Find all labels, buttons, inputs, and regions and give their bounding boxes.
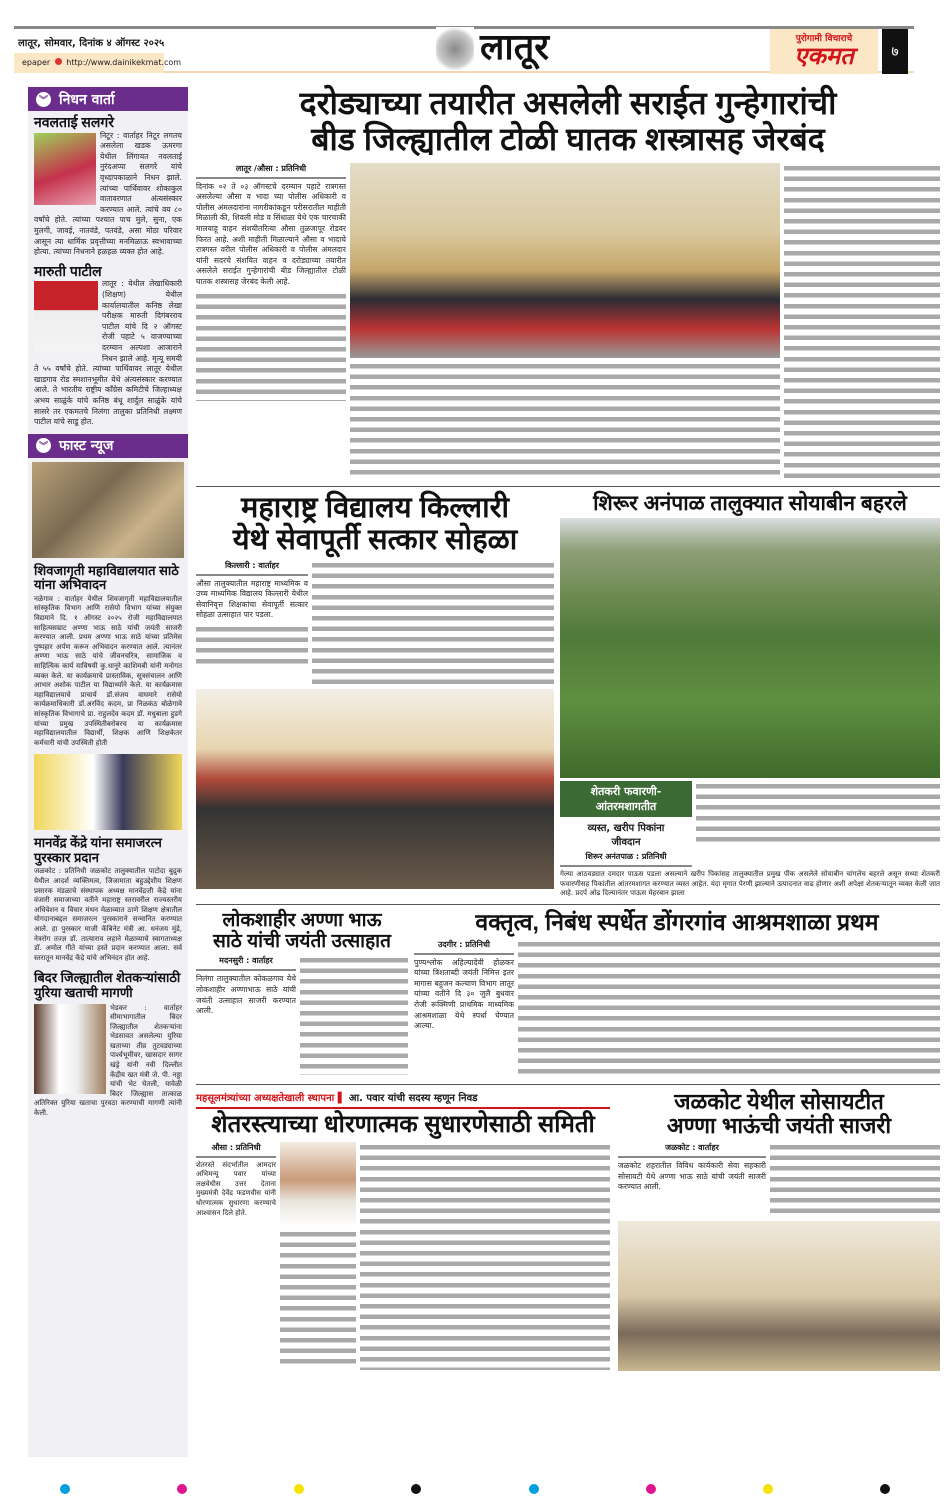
article-text: औसा तालुक्यातील महाराष्ट्र माध्यमिक व उच्च माध्यमिक विद्यालय किल्लारी येथील सेवानिवृत्त शिक्षकांचा सेवापूर्ती सत्कार सोहळा उत्साहात पार पडला. [196, 578, 308, 620]
story7-photo [618, 1221, 940, 1371]
article-text: निलंगा तालुक्यातील कोकळगाव येथे लोकशाहीर अण्णाभाऊ साठे यांची जयंती उत्साहात साजरी करण्यात आली. [196, 974, 296, 1016]
lead-story [196, 163, 940, 481]
obituary-name: नवलताई सलगरे [34, 114, 114, 130]
registration-dot-icon [60, 1484, 70, 1494]
article-body-right [784, 163, 940, 481]
caption-box [560, 781, 692, 817]
story7-article [618, 1142, 766, 1193]
byline: औसा : प्रतिनिधी [196, 1142, 276, 1158]
news-title: बिदर जिल्ह्यातील शेतकऱ्यांसाठी युरिया खताची मागणी [34, 970, 181, 1000]
divider [196, 904, 940, 905]
fast-news-2 [28, 834, 188, 965]
registration-dot-icon [880, 1484, 890, 1494]
caption-line: शेतकरी फवारणी- [590, 785, 662, 799]
epaper-label: epaper [22, 58, 51, 67]
article-text: पुण्यश्लोक अहिल्यादेवी होळकर यांच्या त्रिशताब्दी जयंती निमित्त इतर मागास बहुजन कल्याण विभाग लातूर यांच्या वतीने दि ३० जुलै बुधवार रोजी रूक्मिणी प्राथमिक माध्यमिक आश्रमशाळा येथे स्पर्धा घेण्यात आल्या. [414, 957, 514, 1031]
story3-body [560, 781, 940, 867]
byline: शिरूर अनंतपाळ : प्रतिनिधी [560, 851, 692, 867]
kicker-black: आ. पवार यांची सदस्य म्हणून निवड [348, 1092, 478, 1104]
story2 [196, 492, 554, 889]
story6 [196, 1090, 610, 1370]
city-emblem-icon [436, 27, 474, 71]
article-body-columns [770, 1142, 940, 1218]
story3 [560, 492, 940, 899]
divider [196, 486, 940, 487]
headline-line: लोकशाहीर अण्णा भाऊ [222, 909, 382, 931]
story7-headline [618, 1090, 940, 1139]
story5-body [414, 939, 940, 1079]
article-text: शेतरस्ते संदर्भातील आमदार अभिमन्यू पवार यांच्या लक्षवेधीस उत्तर देताना मुख्यमंत्री देवेंद्र फडणवीस यांनी धोरणात्मक सुधारणा करण्याचे आश्वासन दिले होते. [196, 1160, 276, 1217]
brand-tagline: पुरोगामी विचाराचे [795, 34, 853, 44]
website-link[interactable]: http://www.dainikekmat.com [66, 58, 182, 67]
byline: मदनसुरी : वार्ताहर [196, 955, 296, 971]
chevron-down-icon: ︾ [36, 92, 51, 107]
section-title: निधन वार्ता [59, 91, 115, 108]
article-body-columns [280, 1229, 356, 1369]
byline: जळकोट : वार्ताहर [618, 1142, 766, 1158]
photo-caption [560, 781, 692, 867]
news-photo [34, 754, 182, 830]
headline-line: दरोड्याच्या तयारीत असलेली सराईत गुन्हेगारांची [299, 85, 837, 121]
story2-photo [196, 689, 554, 889]
portrait-photo [280, 1142, 356, 1226]
row-3 [196, 910, 940, 1079]
obituary-text: लातूर : येथील लेखाधिकारी (शिक्षण) येथील कार्यालयातील कनिष्ठ लेखा परीक्षक मारुती दिगंबरराव पाटील यांचे दि २ ऑगस्ट रोजी पहाटे ५ वाजण्याच्या दरम्यान अल्पशा आजाराने निधन झाले आहे. मृत्यू समयी ते ५५ वर्षांचे होते. त्यांच्या पार्थिवावर लातूर येथील खाडगाव रोड स्मशानभूमीत येथे अंत्यसंस्कार करण्यात आले. ते भारतीय राष्ट्रीय कॉंग्रेस कमिटीचे जिल्हाध्यक्ष अभय साळुंके यांचे कनिष्ठ बंधू शार्दुल साळुंके यांचे सासरे तर एकमतचे निलंगा तालुका प्रतिनिधी लक्ष्मण पाटील यांचे साडू होत. [34, 279, 182, 427]
headline-line: बीड जिल्ह्यातील टोळी घातक शस्त्रासह जेरबंद [311, 120, 825, 157]
story4 [196, 910, 408, 1076]
page-number: ७ [882, 29, 908, 74]
article-body [196, 291, 346, 401]
story5-article [414, 939, 514, 1032]
story7 [618, 1090, 940, 1371]
news-text: जळकोट : प्रतिनिधी जळकोट तालुक्यातील पाटोदा बुद्रुक येथील आदर्श व्यक्तिमत्व, जिजामाता बहुउद्देशीय शिक्षण प्रसारक मंडळाचे संस्थापक अध्यक्ष मानवेंद्रजी केंद्रे यांना वंजारी समाजाच्या वतीने महाराष्ट्र स्तरावरील राज्यस्तरीय अधिवेशन व विचार मंथन मेळाव्यात ठाणे शिक्षण क्षेत्रातील योगदानाबद्दल समाजरत्न पुरस्काराने सन्मानित करण्यात आले. हा पुरस्कार माजी कॅबिनेट मंत्री आ. धनंजय मुंडे, नेत्ररोग तज्ज्ञ डॉ. तात्याराव लहाने मेळाव्याचे स्वागताध्यक्ष डॉ. अमोल गीते यांच्या हस्ते प्रदान करण्यात आला. सर्व स्तरातून मानवेंद्र केंद्रे यांचे अभिनंदन होत आहे. [34, 867, 182, 962]
article-body-columns [518, 939, 940, 1079]
article-text: जळकोट शहरातील विविध कार्यकारी सेवा सहकारी सोसायटी येथे अण्णा भाऊ साठे यांची जयंती साजरी करण्यात आली. [618, 1160, 766, 1192]
article-body-columns [360, 1142, 610, 1370]
left-column [28, 87, 188, 1457]
article-body-columns [312, 560, 554, 686]
news-photo [34, 1004, 106, 1094]
section-title: फास्ट न्यूज [59, 438, 114, 455]
lead-article [196, 163, 346, 401]
obituary-name: मारुती पाटील [34, 262, 102, 279]
globe-icon [55, 58, 62, 65]
obituary-1 [28, 111, 188, 262]
article-body-columns [300, 955, 408, 1075]
divider [196, 1084, 940, 1085]
kicker-red: महसूलमंत्र्यांच्या अध्यक्षतेखाली स्थापना [196, 1092, 335, 1104]
registration-dot-icon [294, 1484, 304, 1494]
news-photo [32, 462, 184, 558]
news-title: मानवेंद्र केंद्रे यांना समाजरत्न पुरस्कार प्रदान [34, 835, 162, 865]
story3-text: गेल्या आठवड्यात दमदार पाऊस पडला असल्याने खरीप पिकांसह तालुक्यातील प्रमुख पीक असलेले सोयाबीन चांगलेच बहरले असून सध्या शेतकरी फवारणीसह पिकांतील आंतरमशागत करण्यात व्यस्त आहेत. यंदा मृगात पेरणी झाल्याने उत्पादनात वाढ होणार अशी अपेक्षा शेतकऱ्यातून व्यक्त केली जात आहे. प्रदर्प ओढ दिल्यानंतर पाऊस मेहरबान झाला [560, 870, 940, 898]
story4-headline [196, 910, 408, 953]
brand-box [770, 29, 878, 74]
story6-body [196, 1142, 610, 1370]
news-text: भेडकर : वार्ताहर सीमाभागातील बिदर जिल्ह्यातील शेतकऱ्यांना भेडसावत असलेल्या युरिया खताच्या तीव्र तुटवड्याच्या पार्श्वभूमीवर, खासदार सागर खंड्रे यांनी नवी दिल्लीत केंद्रीय खत मंत्री जे. पी. नड्डा यांची भेट घेतली, यावेळी बिदर जिल्ह्यास तात्काळ अतिरिक्त युरिया खताचा पुरवठा करण्याची मागणी त्यांनी केली. [34, 1003, 182, 1118]
dateline: लातूर, सोमवार, दिनांक ४ ऑगस्ट २०२५ [18, 38, 165, 49]
story6-article [196, 1142, 276, 1219]
story2-headline [196, 492, 554, 557]
masthead [14, 26, 914, 73]
lead-photo-column [350, 163, 780, 479]
chevron-down-icon: ︾ [36, 438, 51, 453]
byline: उदगीर : प्रतिनिधी [414, 939, 514, 955]
portrait-column [280, 1142, 356, 1369]
headline-line: जळकोट येथील सोसायटीत [674, 1088, 884, 1114]
row-2 [196, 492, 940, 899]
story6-kicker [196, 1090, 610, 1109]
story4-article [196, 955, 296, 1016]
story6-headline: शेतरस्त्याच्या धोरणात्मक सुधारणेसाठी समिती [211, 1110, 595, 1138]
headline-line: येथे सेवापूर्ती सत्कार सोहळा [232, 524, 518, 557]
article-body-columns [350, 361, 780, 479]
registration-dot-icon [411, 1484, 421, 1494]
story3-headline: शिरूर अनंपाळ तालुक्यात सोयाबीन बहरले [593, 491, 907, 515]
caption-line: जीवदान [611, 837, 641, 849]
news-text: नळेगाव : वार्ताहर येथील शिवजागृती महाविद्यालयातील सांस्कृतिक विभाग आणि रासेयो विभाग यांच्या संयुक्त विद्यमाने दि. १ ऑगस्ट २०२५ रोजी महाविद्यालयात साहित्यसम्राट अण्णा भाऊ साठे यांची जयंती साजरी करण्यात आली. प्रथम अण्णा भाऊ साठे यांच्या प्रतिमेस पुष्पहार अर्पण करून अभिवादन करण्यात आले. त्यानंतर अण्णा भाऊ साठे यांचे जीवनचरित्र, सामाजिक व साहित्यिक कार्य याविषयी कु.धानुरे काशिमबी यांनी मनोगत व्यक्त केले. या कार्यक्रमाचे प्रास्ताविक, सूत्रसंचालन आणि आभार अशोक पाटील या विद्यार्थ्याने केले. या कार्यक्रमास महाविद्यालयाचे प्राचार्य डॉ.संजय वाघमारे रासेयो कार्यक्रमाधिकारी डॉ.अरविंद कदम, प्रा निळकंठ बोळेगावे सांस्कृतिक विभागाचे प्रा. राहुलदेव कदम डॉ. मधुबाला हुडगे यांच्या प्रमुख उपस्थितीबरोबरच या कार्यक्रमास महाविद्यालयातील विद्यार्थी, शिक्षक आणि शिक्षकेतर कर्मचारी यांची उपस्थिती होती [34, 594, 182, 747]
byline: किल्लारी : वार्ताहर [196, 560, 308, 576]
headline-line: महाराष्ट्र विद्यालय किल्लारी [241, 491, 509, 524]
obituary-section-header [28, 87, 188, 111]
news-title: शिवजागृती महाविद्यालयात साठे यांना अभिवादन [34, 562, 179, 593]
byline: लातूर /औसा : प्रतिनिधी [196, 163, 346, 179]
row-4 [196, 1090, 940, 1371]
caption-line: आंतरमशागतीत [595, 800, 657, 814]
main-area [196, 86, 940, 1371]
caption-sub [560, 817, 692, 851]
print-registration-marks [60, 1482, 890, 1496]
kicker-separator: ▌ [337, 1092, 346, 1104]
article-text: दिनांक ०२ ते ०३ ऑगस्टचे दरम्यान पहाटे रात्रगस्त असलेल्या औसा व भादा च्या पोलीस अधिकारी व पोलीस अंमलदारांना नागरीकांकडून परीसरातील माहीती मिळाली की, शिवली मोड व सिंधाळा येथे एक चारचाकी मालवाहू वाहन संशयीतरित्या औसा तुळजापूर रोडवर फिरत आहे. अशी माहीती मिळाल्याने औसा व भादाचे रात्रगस्त वरील पोलीस अधिकारी व पोलीस अंमलदार यांनी सदरचे संशयित वाहन व दरोड्याच्या तयारीत असलेले सराईत गुन्हेगारांची बीड जिल्ह्यातील टोळी घातक शस्त्रासह जेरबंद केली आहे. [196, 181, 346, 286]
brand-logo: एकमत [794, 43, 854, 70]
epaper-strip [14, 53, 182, 73]
story2-body [196, 560, 554, 686]
lead-headline [196, 86, 940, 158]
story2-article [196, 560, 308, 664]
registration-dot-icon [529, 1484, 539, 1494]
obituary-photo [34, 133, 96, 205]
registration-dot-icon [646, 1484, 656, 1494]
fast-news-1 [28, 562, 188, 751]
obituary-text: निटूर : वार्ताहर निटूर लगतच असलेला खडक ऊमरगा येथील लिंगायत नवलताई नुरंदअप्पा सलगरे यांचे वृध्दापकाळाने निधन झाले. त्यांच्या पार्थिवावर शोकाकुल वातावरणात अंत्यसंस्कार करण्यात आले. त्यांचे वय ८० वर्षांचे होते. त्यांच्या पश्चात पाच मुले, सुना, एक मुलगी, जावई, नातवंडे, पतवंडे, असा मोठा परिवार आसून त्या धार्मिक प्रवृत्तीच्या मनमिळाऊ स्वभावाच्या होत्या. त्यांच्या निधनाने हळहळ व्यक्त होत आहे. [34, 130, 182, 257]
fast-news-section-header [28, 434, 188, 458]
fast-news-3 [28, 965, 188, 1122]
headline-line: साठे यांची जयंती उत्साहात [213, 931, 391, 953]
city-title: लातूर [480, 26, 549, 67]
registration-dot-icon [763, 1484, 773, 1494]
story5-headline: वक्तृत्व, निबंध स्पर्धेत डोंगरगांव आश्रमशाळा प्रथम [475, 908, 879, 935]
obituary-photo [34, 281, 98, 353]
caption-line: व्यस्त, खरीप पिकांना [587, 823, 665, 835]
headline-line: अण्णा भाऊंची जयंती साजरी [666, 1113, 892, 1139]
story4-body [196, 955, 408, 1075]
story5 [414, 910, 940, 1079]
lead-photo [350, 163, 780, 358]
registration-dot-icon [177, 1484, 187, 1494]
obituary-2 [28, 262, 188, 434]
story7-body [618, 1142, 940, 1218]
soybean-field-photo [560, 518, 940, 778]
article-body [196, 624, 308, 664]
article-body-columns [696, 781, 940, 845]
